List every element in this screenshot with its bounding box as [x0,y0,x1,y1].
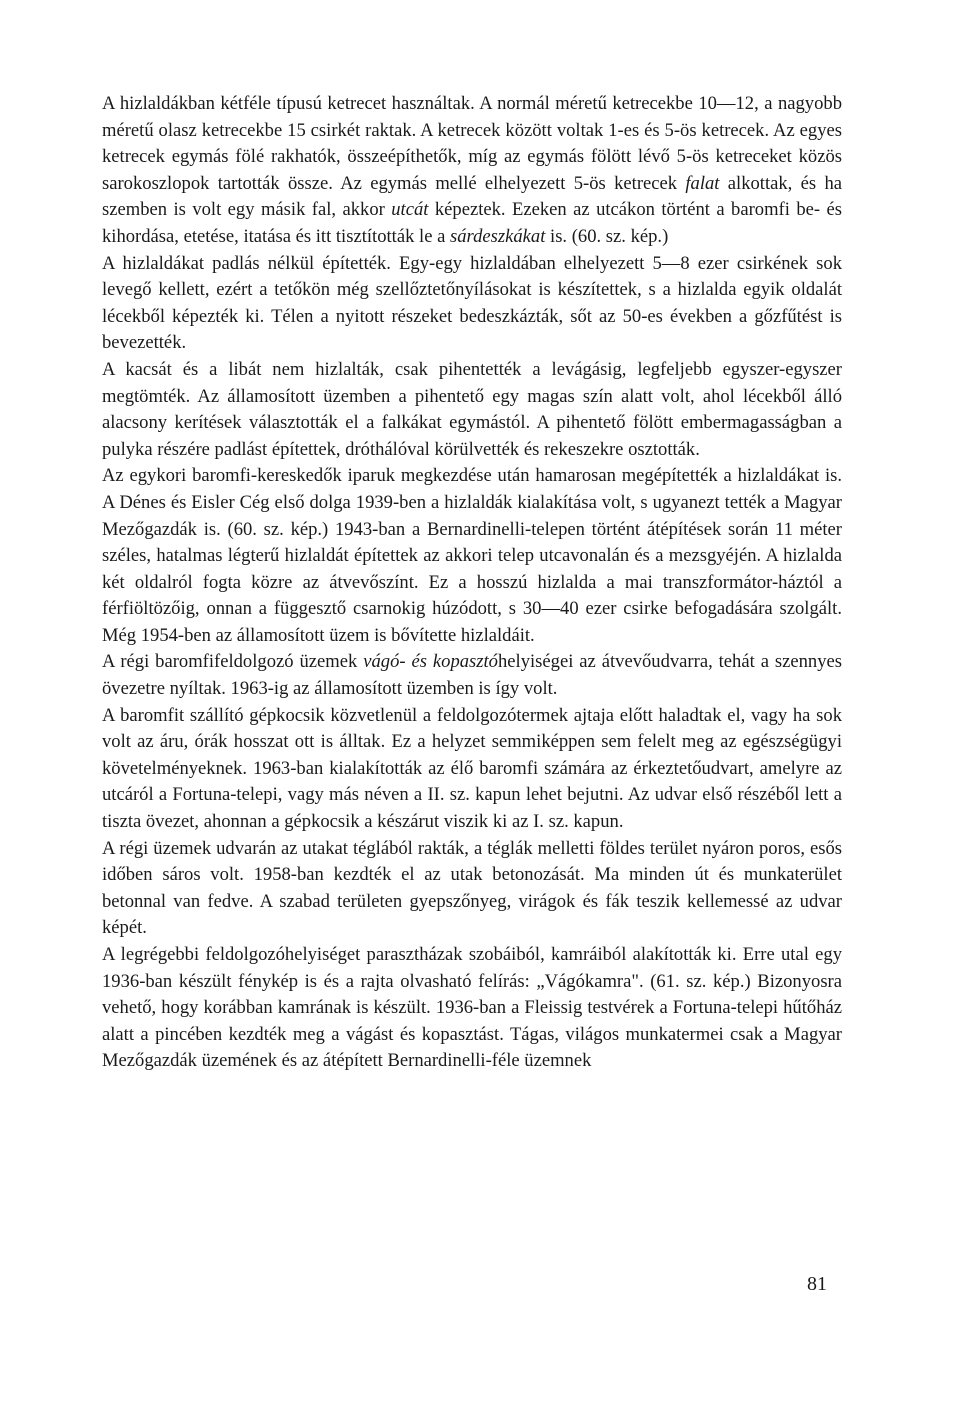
italic-term: vágó- és kopasztó [363,651,498,673]
paragraph [102,942,842,1075]
text-run: helyiségei az átvevőudvarra, tehát a szennyes övezetre nyíltak. 1963-ig az államosított üzemben is így volt. [102,651,843,700]
text-run: is. (60. sz. kép.) [545,225,669,247]
paragraph [102,463,842,649]
paragraph [102,836,842,942]
paragraph [102,703,842,836]
text-run: képeztek. Ezeken az utcákon történt a baromfi be- és kihordása, etetése, itatása és itt tisztították le a [102,199,842,247]
text-run: A kacsát és a libát nem hizlalták, csak pihentették a levágásig, legfeljebb egyszer-egyszer megtömték. Az államosított üzemben a pihentető egy magas szín alatt volt, ahol lécekből álló alacsony kerítések választották el a falkákat egymástól. A pihentető fölött embermagasságban a pulyka részére padlást építettek, dróthálóval körülvették és rekeszekre osztották. [102,358,842,460]
text-run: A hizlaldákat padlás nélkül építették. Egy-egy hizlaldában elhelyezett 5—8 ezer csirkének sok levegő kellett, ezért a tetőkön még szellőztetőnyílásokat is készítettek, s a hizlalda egyik oldalát lécekből képezték ki. Télen a nyitott részeket bedeszkázták, sőt az 50-es években a gőzfűtést is bevezették. [102,252,842,354]
text-run: A régi baromfifeldolgozó üzemek [102,651,364,673]
page-number: 81 [807,1273,827,1295]
text-run: A legrégebbi feldolgozóhelyiséget parasztházak szobáiból, kamráiból alakították ki. Erre utal egy 1936-ban készült fénykép is és a rajta olvasható felírás: „Vágókamra". (61. sz. kép.) Bizonyosra vehető, hogy korábban kamrának is készült. 1936-ban a Fleissig testvérek a Fortuna-telepi hűtőház alatt a pincében kezdték meg a vágást és kopasztást. Tágas, világos munkatermei csak a Magyar Mezőgazdák üzemének és az átépített Bernardinelli-féle üzemnek [102,944,842,1072]
paragraph [102,251,842,357]
text-run: alkottak, és ha szemben is volt egy másik fal, akkor [102,172,842,221]
text-run: Az egykori baromfi-kereskedők iparuk megkezdése után hamarosan megépítették a hizlaldákat is. A Dénes és Eisler Cég első dolga 1939-ben a hizlaldák kialakítása volt, s ugyanezt tették a Magyar Mezőgazdák is. (60. sz. kép.) 1943-ban a Bernardinelli-telepen történt átépítések során 11 méter széles, hatalmas légterű hizlaldát építettek az akkori telep utcavonalán és a mezsgyéjén. A hizlalda két oldalról fogta közre az átvevőszínt. Ez a hosszú hizlalda a mai transzformátor-háztól a férfiöltözőig, onnan a függesztő csarnokig húzódott, s 30—40 ezer csirke befogadására szolgált. Még 1954-ben az államosított üzem is bővítette hizlaldáit. [102,465,842,646]
italic-term: sárdeszkákat [450,225,546,247]
paragraph [102,649,842,702]
text-run: A régi üzemek udvarán az utakat téglából rakták, a téglák melletti földes terület nyáron poros, esős időben sáros volt. 1958-ban kezdték el az utak betonozását. Ma minden út és munkaterület betonnal van fedve. A szabad területen gyepszőnyeg, virágok és fák teszik kellemessé az udvar képét. [102,837,842,939]
paragraph [102,91,842,251]
text-run: A hizlaldákban kétféle típusú ketrecet használtak. A normál méretű ketrecekbe 10—12, a nagyobb méretű olasz ketrecekbe 15 csirkét raktak. A ketrecek között voltak 1-es és 5-ös ketrecek. Az egyes ketrecek egymás fölé rakhatók, összeépíthetők, míg az egymás fölött lévő 5-ös ketreceket közös sarokoszlopok tartották össze. Az egymás mellé elhelyezett 5-ös ketrecek [102,93,842,194]
italic-term: utcát [391,199,429,221]
paragraph [102,357,842,463]
italic-term: falat [685,172,720,194]
text-run: A baromfit szállító gépkocsik közvetlenül a feldolgozótermek ajtaja előtt haladtak el, vagy ha sok volt az áru, órák hosszat ott is álltak. Ez a helyzet semmiképpen sem felelt meg az egészségügyi követelményeknek. 1963-ban kialakították az élő baromfi számára az érkeztetőudvart, amelyre az utcáról a Fortuna-telepi, vagy más néven a II. sz. kapun lehet bejutni. Az udvar első részéből lett a tiszta övezet, ahonnan a gépkocsik a készárut viszik ki az I. sz. kapun. [102,704,842,833]
page-body [102,91,842,1075]
